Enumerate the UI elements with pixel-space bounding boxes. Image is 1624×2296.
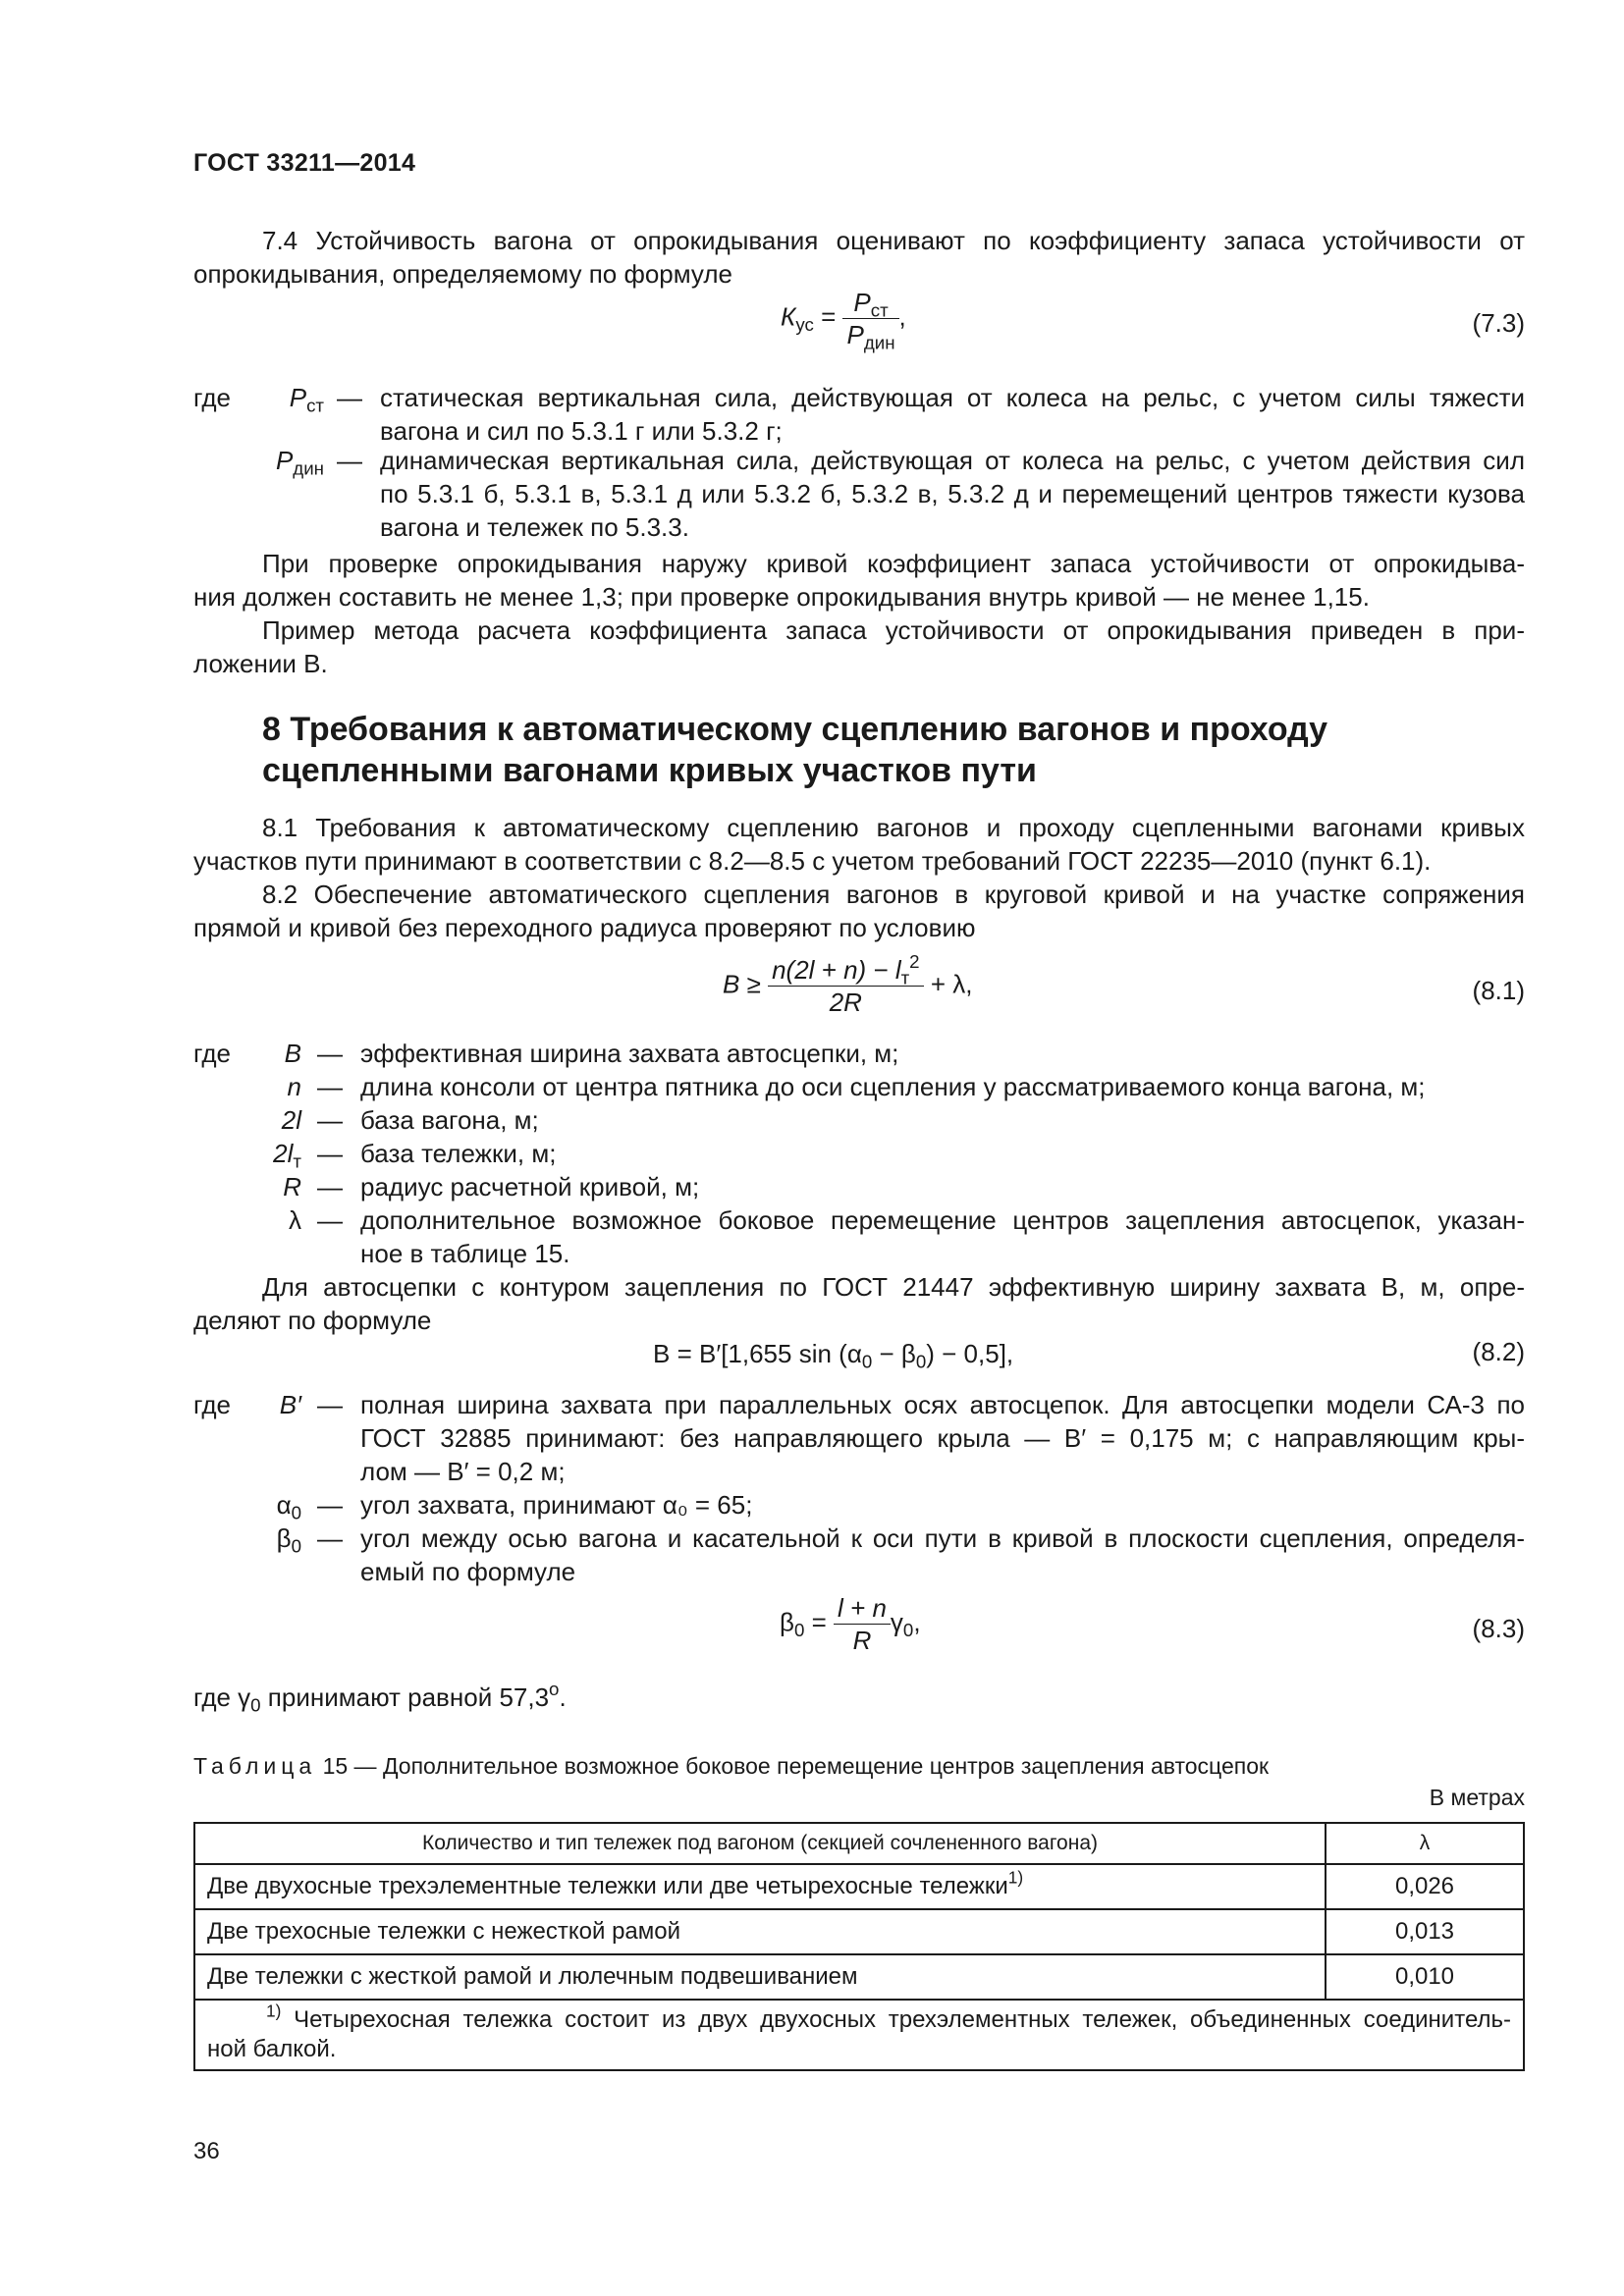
paragraph-7-4b-line-3: Пример метода расчета коэффициента запаса устойчивости от опрокидывания приведен в при- <box>262 615 1525 645</box>
table-cell-name: Две тележки с жесткой рамой и люлечным подвешиванием <box>194 1954 1326 2000</box>
paragraph-8-2b-line-1: Для автосцепки с контуром зацепления по ГОСТ 21447 эффективную ширину захвата B, м, опре- <box>262 1272 1525 1302</box>
definition-lambda: λ — дополнительное возможное боковое перемещение центров зацепления автосцепок, указан- ное в таблице 15. <box>289 1205 1525 1268</box>
formula-7-3: $К_{ус}$ = $\frac{P_{ст}}{P_{дин}}$ , <box>781 288 906 353</box>
table-col-header-lambda: λ <box>1326 1823 1524 1864</box>
table-footnote: $^{1)}$ Четырехосная тележка состоит из двух двухосных трехэлементных тележек, объединенных соединитель- ной балкой. <box>194 2000 1524 2070</box>
table-15 <box>193 1822 1525 2071</box>
section-8-heading: 8 Требования к автоматическому сцеплению вагонов и проходу сцепленными вагонами кривых участков пути <box>262 711 1328 789</box>
table-caption: Таблица 15 — Дополнительное возможное боковое перемещение центров зацепления автосцепок <box>193 1753 1270 1779</box>
table-cell-value: 0,010 <box>1326 1954 1524 2000</box>
formula-8-1: B ≥ $\frac{n(2l + n) - l_т^2}{2R}$ + λ, <box>723 950 973 1017</box>
gamma-note: где $\gamma_0$ принимают равной $57,3^о$. <box>193 1678 567 1716</box>
equation-number-7-3: (7.3) <box>1472 308 1525 338</box>
formula-8-2: B = B′[1,655 $\sin (\alpha_0 - \beta_0) - 0,5$], <box>653 1339 1014 1372</box>
equation-number-8-2: (8.2) <box>1472 1337 1525 1366</box>
table-row <box>194 1954 1524 2000</box>
paragraph-7-4-line-1: 7.4 Устойчивость вагона от опрокидывания оценивают по коэффициенту запаса устойчивости от <box>262 226 1525 255</box>
definition-b-prime: где B′ — полная ширина захвата при параллельных осях автосцепок. Для автосцепки модели СА-3 по ГОСТ 32885 принимают: без направляющего крыла — B′ = 0,175 м; с направляющим кры- лом — B′ = 0,2 м; <box>193 1390 1525 1486</box>
table-units: В метрах <box>1429 1785 1525 1810</box>
equation-number-8-3: (8.3) <box>1472 1614 1525 1643</box>
paragraph-8-2b-line-2: деляют по формуле <box>193 1306 432 1335</box>
formula-8-3: $\beta_0$ = $\frac{l + n}{R}$ $\gamma_0$, <box>780 1593 921 1655</box>
paragraph-7-4-line-2: опрокидывания, определяемому по формуле <box>193 259 732 289</box>
paragraph-8-1-line-1: 8.1 Требования к автоматическому сцеплению вагонов и проходу сцепленными вагонами кривых <box>262 813 1525 842</box>
table-cell-value: 0,013 <box>1326 1909 1524 1954</box>
equation-number-8-1: (8.1) <box>1472 976 1525 1005</box>
paragraph-8-1-line-2: участков пути принимают в соответствии с 8.2—8.5 с учетом требований ГОСТ 22235—2010 (пункт 6.1). <box>193 846 1432 876</box>
paragraph-7-4b-line-2: ния должен составить не менее 1,3; при проверке опрокидывания внутрь кривой — не менее 1,15. <box>193 582 1370 612</box>
paragraph-8-2-line-1: 8.2 Обеспечение автоматического сцепления вагонов в круговой кривой и на участке сопряжения <box>262 880 1525 909</box>
document-header: ГОСТ 33211—2014 <box>193 149 416 177</box>
definition-beta0: $\beta_0$ — угол между осью вагона и касательной к оси пути в кривой в плоскости сцепления, определя- емый по формуле <box>276 1523 1525 1586</box>
paragraph-8-2-line-2: прямой и кривой без переходного радиуса проверяют по условию <box>193 913 976 942</box>
table-cell-value: 0,026 <box>1326 1864 1524 1909</box>
definition-p-st: где $P_{ст}$ — статическая вертикальная сила, действующая от колеса на рельс, с учетом силы тяжести вагона и сил по 5.3.1 г или 5.3.2 г; <box>193 383 1525 446</box>
table-cell-name: Две трехосные тележки с нежесткой рамой <box>194 1909 1326 1954</box>
page-number: 36 <box>193 2138 220 2164</box>
table-cell-name: Две двухосные трехэлементные тележки или две четырехосные тележки$^{1)}$ <box>194 1864 1326 1909</box>
table-row <box>194 1909 1524 1954</box>
table-footnote-row <box>194 2000 1524 2070</box>
table-header-row <box>194 1823 1524 1864</box>
paragraph-7-4b-line-4: ложении В. <box>193 649 328 678</box>
definition-p-din: $P_{дин}$ — динамическая вертикальная сила, действующая от колеса на рельс, с учетом действия сил по 5.3.1 б, 5.3.1 в, 5.3.1 д или 5.3.2 б, 5.3.2 в, 5.3.2 д и перемещений центров тяжести кузова вагона и тележек по 5.3.3. <box>275 446 1525 542</box>
table-row <box>194 1864 1524 1909</box>
paragraph-7-4b-line-1: При проверке опрокидывания наружу кривой коэффициент запаса устойчивости от опрокидыва- <box>262 549 1525 578</box>
table-col-header-bogies: Количество и тип тележек под вагоном (секцией сочлененного вагона) <box>194 1823 1326 1864</box>
